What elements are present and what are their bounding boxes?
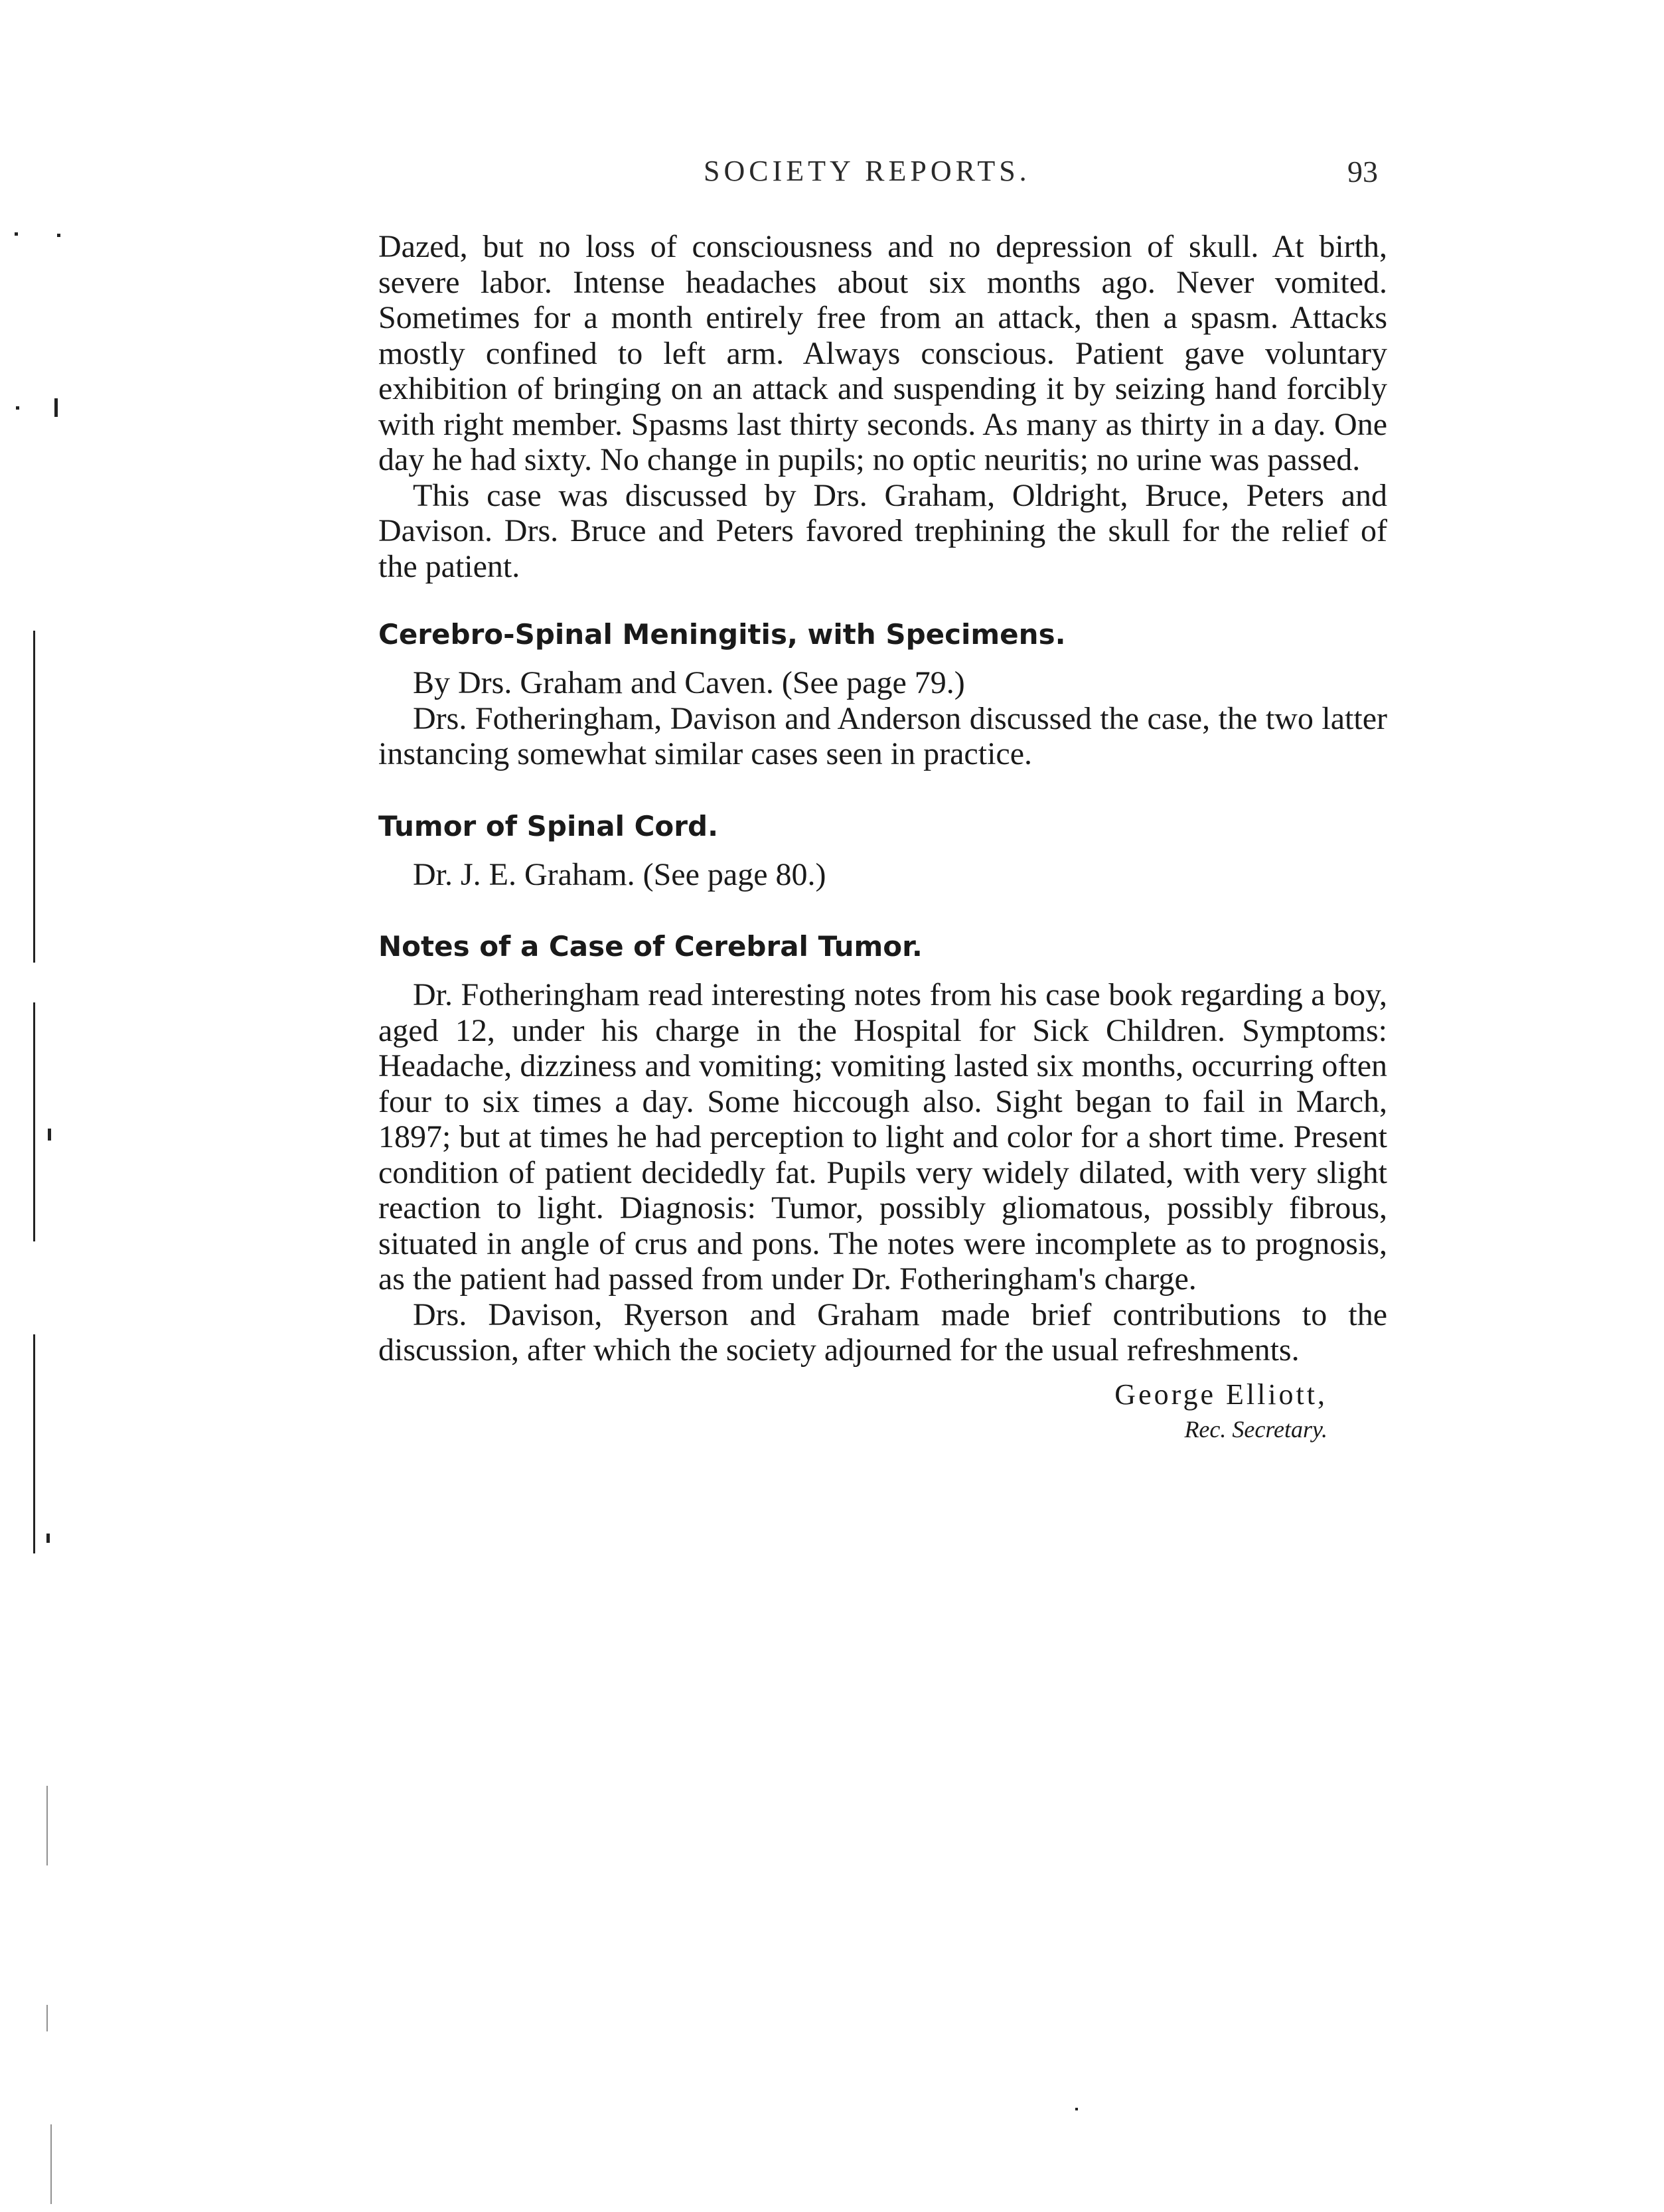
scan-artifact-dot xyxy=(15,232,18,236)
section-spinal-tumor-byline: Dr. J. E. Graham. (See page 80.) xyxy=(413,856,826,892)
section-cerebral-tumor-closing: Drs. Davison, Ryerson and Graham made brief contributions to the discussion, after which the society adjourned for the usual refreshments. xyxy=(378,1297,1387,1368)
signature-title: Rec. Secretary. xyxy=(1184,1415,1327,1443)
scan-artifact-dot xyxy=(46,2005,48,2031)
scan-artifact-line xyxy=(33,1002,35,1241)
section-heading-cerebral-tumor: Notes of a Case of Cerebral Tumor. xyxy=(378,930,923,963)
scan-artifact-dot xyxy=(16,406,19,410)
scan-artifact-line xyxy=(33,631,35,963)
section-cerebral-tumor-notes: Dr. Fotheringham read interesting notes from his case book regarding a boy, aged 12, under his charge in the Hospital for Sick Children. Symptoms: Headache, dizziness and vomiting; vomiting lasted six months, occurring often four to six times a day. Some hiccough also. Sight began to fail in March, 1897; but at times he had perception to light and color for a short time. Present condition of patient decidedly fat. Pupils very widely dilated, with very slight reaction to light. Diagnosis: Tumor, possibly gliomatous, possibly fibrous, situated in angle of crus and pons. The notes were incomplete as to prognosis, as the patient had passed from under Dr. Fotheringham's charge. xyxy=(378,977,1387,1297)
opening-paragraph: Dazed, but no loss of consciousness and no depression of skull. At birth, severe labor. Intense headaches about six months ago. Never vomited. Sometimes for a month entirely free from an attack, then a spasm. Attacks mostly confined to left arm. Always conscious. Patient gave voluntary exhibition of bringing on an attack and suspending it by seizing hand forcibly with right member. Spasms last thirty seconds. As many as thirty in a day. One day he had sixty. No change in pupils; no optic neuritis; no urine was passed. xyxy=(378,229,1387,477)
page-number: 93 xyxy=(1347,155,1378,189)
section-meningitis-discussion: Drs. Fotheringham, Davison and Anderson discussed the case, the two latter instancing somewhat similar cases seen in practice. xyxy=(378,700,1387,771)
scan-artifact-dot xyxy=(46,1786,48,1865)
section-heading-meningitis: Cerebro-Spinal Meningitis, with Specimens. xyxy=(378,618,1066,651)
section-heading-spinal-tumor: Tumor of Spinal Cord. xyxy=(378,809,719,842)
scan-artifact-dot xyxy=(1075,2108,1078,2110)
scan-artifact-dot xyxy=(57,234,60,237)
discussion-paragraph: This case was discussed by Drs. Graham, Oldright, Bruce, Peters and Davison. Drs. Bruce and Peters favored trephining the skull for the relief of the patient. xyxy=(378,477,1387,584)
section-meningitis-byline: By Drs. Graham and Caven. (See page 79.) xyxy=(413,665,965,700)
signature-name: George Elliott, xyxy=(1114,1378,1327,1411)
scan-artifact-dot xyxy=(48,1129,51,1141)
scan-artifact-dot xyxy=(50,2124,52,2204)
scan-artifact-dot xyxy=(54,398,58,417)
scan-artifact-line xyxy=(33,1334,35,1553)
scan-artifact-dot xyxy=(46,1534,50,1543)
text-column xyxy=(378,229,1387,1445)
running-head: SOCIETY REPORTS. xyxy=(704,155,1031,187)
